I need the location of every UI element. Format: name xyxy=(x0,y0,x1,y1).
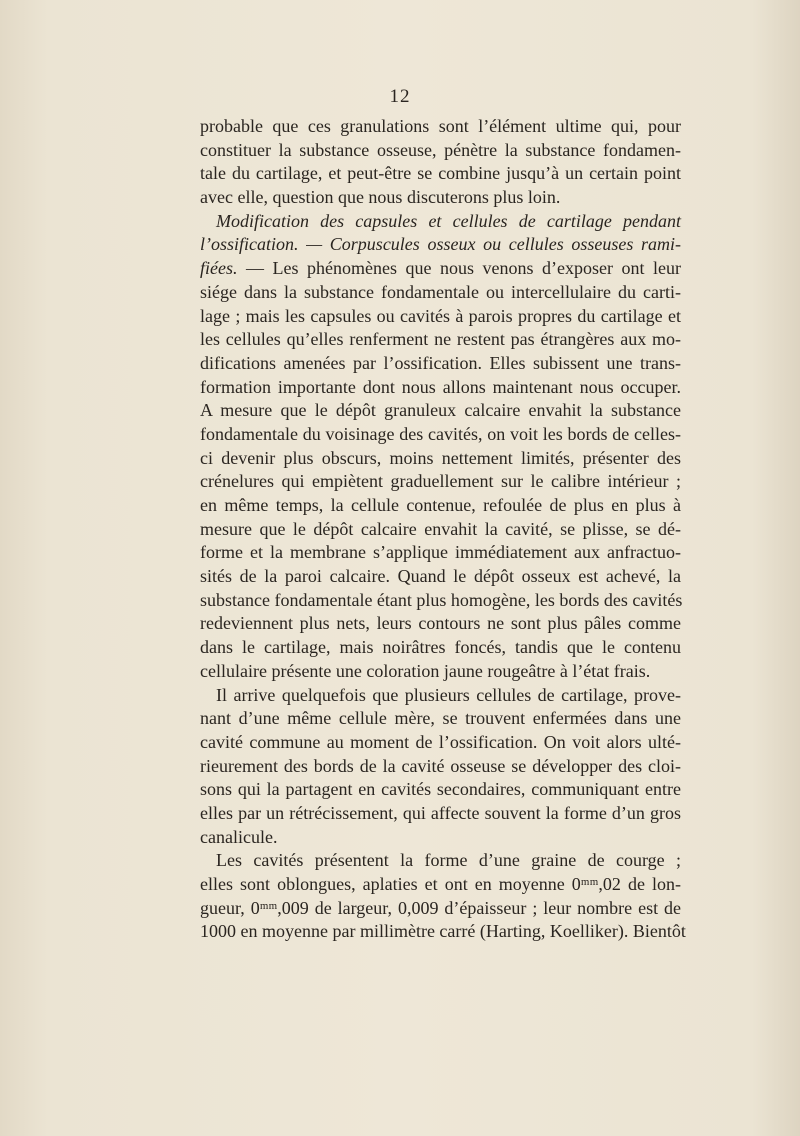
text-line: nant d’une même cellule mère, se trouvent enfermées dans une xyxy=(200,708,681,729)
text-line xyxy=(200,257,681,281)
text-line: gueur, 0ᵐᵐ,009 de largeur, 0,009 d’épaisseur ; leur nombre est de xyxy=(200,897,681,918)
paragraph xyxy=(200,684,681,850)
text-line: substance fondamentale étant plus homogène, les bords des cavités xyxy=(200,589,683,610)
text-line: constituer la substance osseuse, pénètre la substance fondamen- xyxy=(200,139,681,160)
text-line: rieurement des bords de la cavité osseuse se développer des cloi- xyxy=(200,755,681,776)
text-line: canalicule. xyxy=(200,826,278,847)
body-text xyxy=(200,115,686,944)
text-line: ci devenir plus obscurs, moins nettement limités, présenter des xyxy=(200,447,681,468)
text-line: cellulaire présente une coloration jaune rougeâtre à l’état frais. xyxy=(200,660,651,681)
text-line: sons qui la partagent en cavités secondaires, communiquant entre xyxy=(200,779,681,800)
text-line: probable que ces granulations sont l’élément ultime qui, pour xyxy=(200,116,681,136)
text-line: sités de la paroi calcaire. Quand le dépôt osseux est achevé, la xyxy=(200,566,681,587)
text-line: dans le cartilage, mais noirâtres foncés, tandis que le contenu xyxy=(200,637,681,658)
text-line: lage ; mais les capsules ou cavités à parois propres du cartilage et xyxy=(200,305,681,326)
text-line: Les cavités présentent la forme d’une graine de courge ; xyxy=(216,850,681,871)
text-line: tale du cartilage, et peut-être se combine jusqu’à un certain point xyxy=(200,163,681,184)
text-line xyxy=(200,233,681,257)
text-line: formation importante dont nous allons maintenant nous occuper. xyxy=(200,376,681,397)
text-line: Il arrive quelquefois que plusieurs cellules de cartilage, prove- xyxy=(216,684,681,705)
italic-heading-text: Modification des capsules et cellules de cartilage pendant xyxy=(216,210,681,231)
paragraph xyxy=(200,115,681,210)
text-line: siége dans la substance fondamentale ou intercellulaire du carti- xyxy=(200,281,681,302)
text-line: mesure que le dépôt calcaire envahit la cavité, se plisse, se dé- xyxy=(200,518,681,539)
text-line: crénelures qui empiètent graduellement sur le calibre intérieur ; xyxy=(200,471,681,492)
text-line: avec elle, question que nous discuterons plus loin. xyxy=(200,187,561,208)
paragraph xyxy=(200,210,681,684)
text-line: en même temps, la cellule contenue, refoulée de plus en plus à xyxy=(200,495,681,515)
text-line: 1000 en moyenne par millimètre carré (Harting, Koelliker). Bientôt xyxy=(200,921,686,942)
text-line: forme et la membrane s’applique immédiatement aux anfractuo- xyxy=(200,542,681,563)
text-line: elles sont oblongues, aplaties et ont en moyenne 0ᵐᵐ,02 de lon- xyxy=(200,874,681,894)
text-line: les cellules qu’elles renferment ne restent pas étrangères aux mo- xyxy=(200,329,681,350)
text-line: fondamentale du voisinage des cavités, on voit les bords de celles- xyxy=(200,423,681,444)
page-number: 12 xyxy=(389,86,411,107)
text-line: elles par un rétrécissement, qui affecte souvent la forme d’un gros xyxy=(200,802,681,823)
text-line: A mesure que le dépôt granuleux calcaire envahit la substance xyxy=(200,400,681,421)
text-line: cavité commune au moment de l’ossification. On voit alors ulté- xyxy=(200,731,681,752)
paragraph xyxy=(200,849,686,944)
italic-heading-text: fiées. xyxy=(200,258,238,279)
text-line: redeviennent plus nets, leurs contours ne sont plus pâles comme xyxy=(200,613,681,634)
text-line: difications amenées par l’ossification. Elles subissent une trans- xyxy=(200,352,681,373)
italic-heading-text: l’ossification. — Corpuscules osseux ou cellules osseuses rami- xyxy=(200,234,681,255)
text-line xyxy=(200,210,681,234)
line-text: — Les phénomènes que nous venons d’exposer ont leur xyxy=(237,258,681,279)
